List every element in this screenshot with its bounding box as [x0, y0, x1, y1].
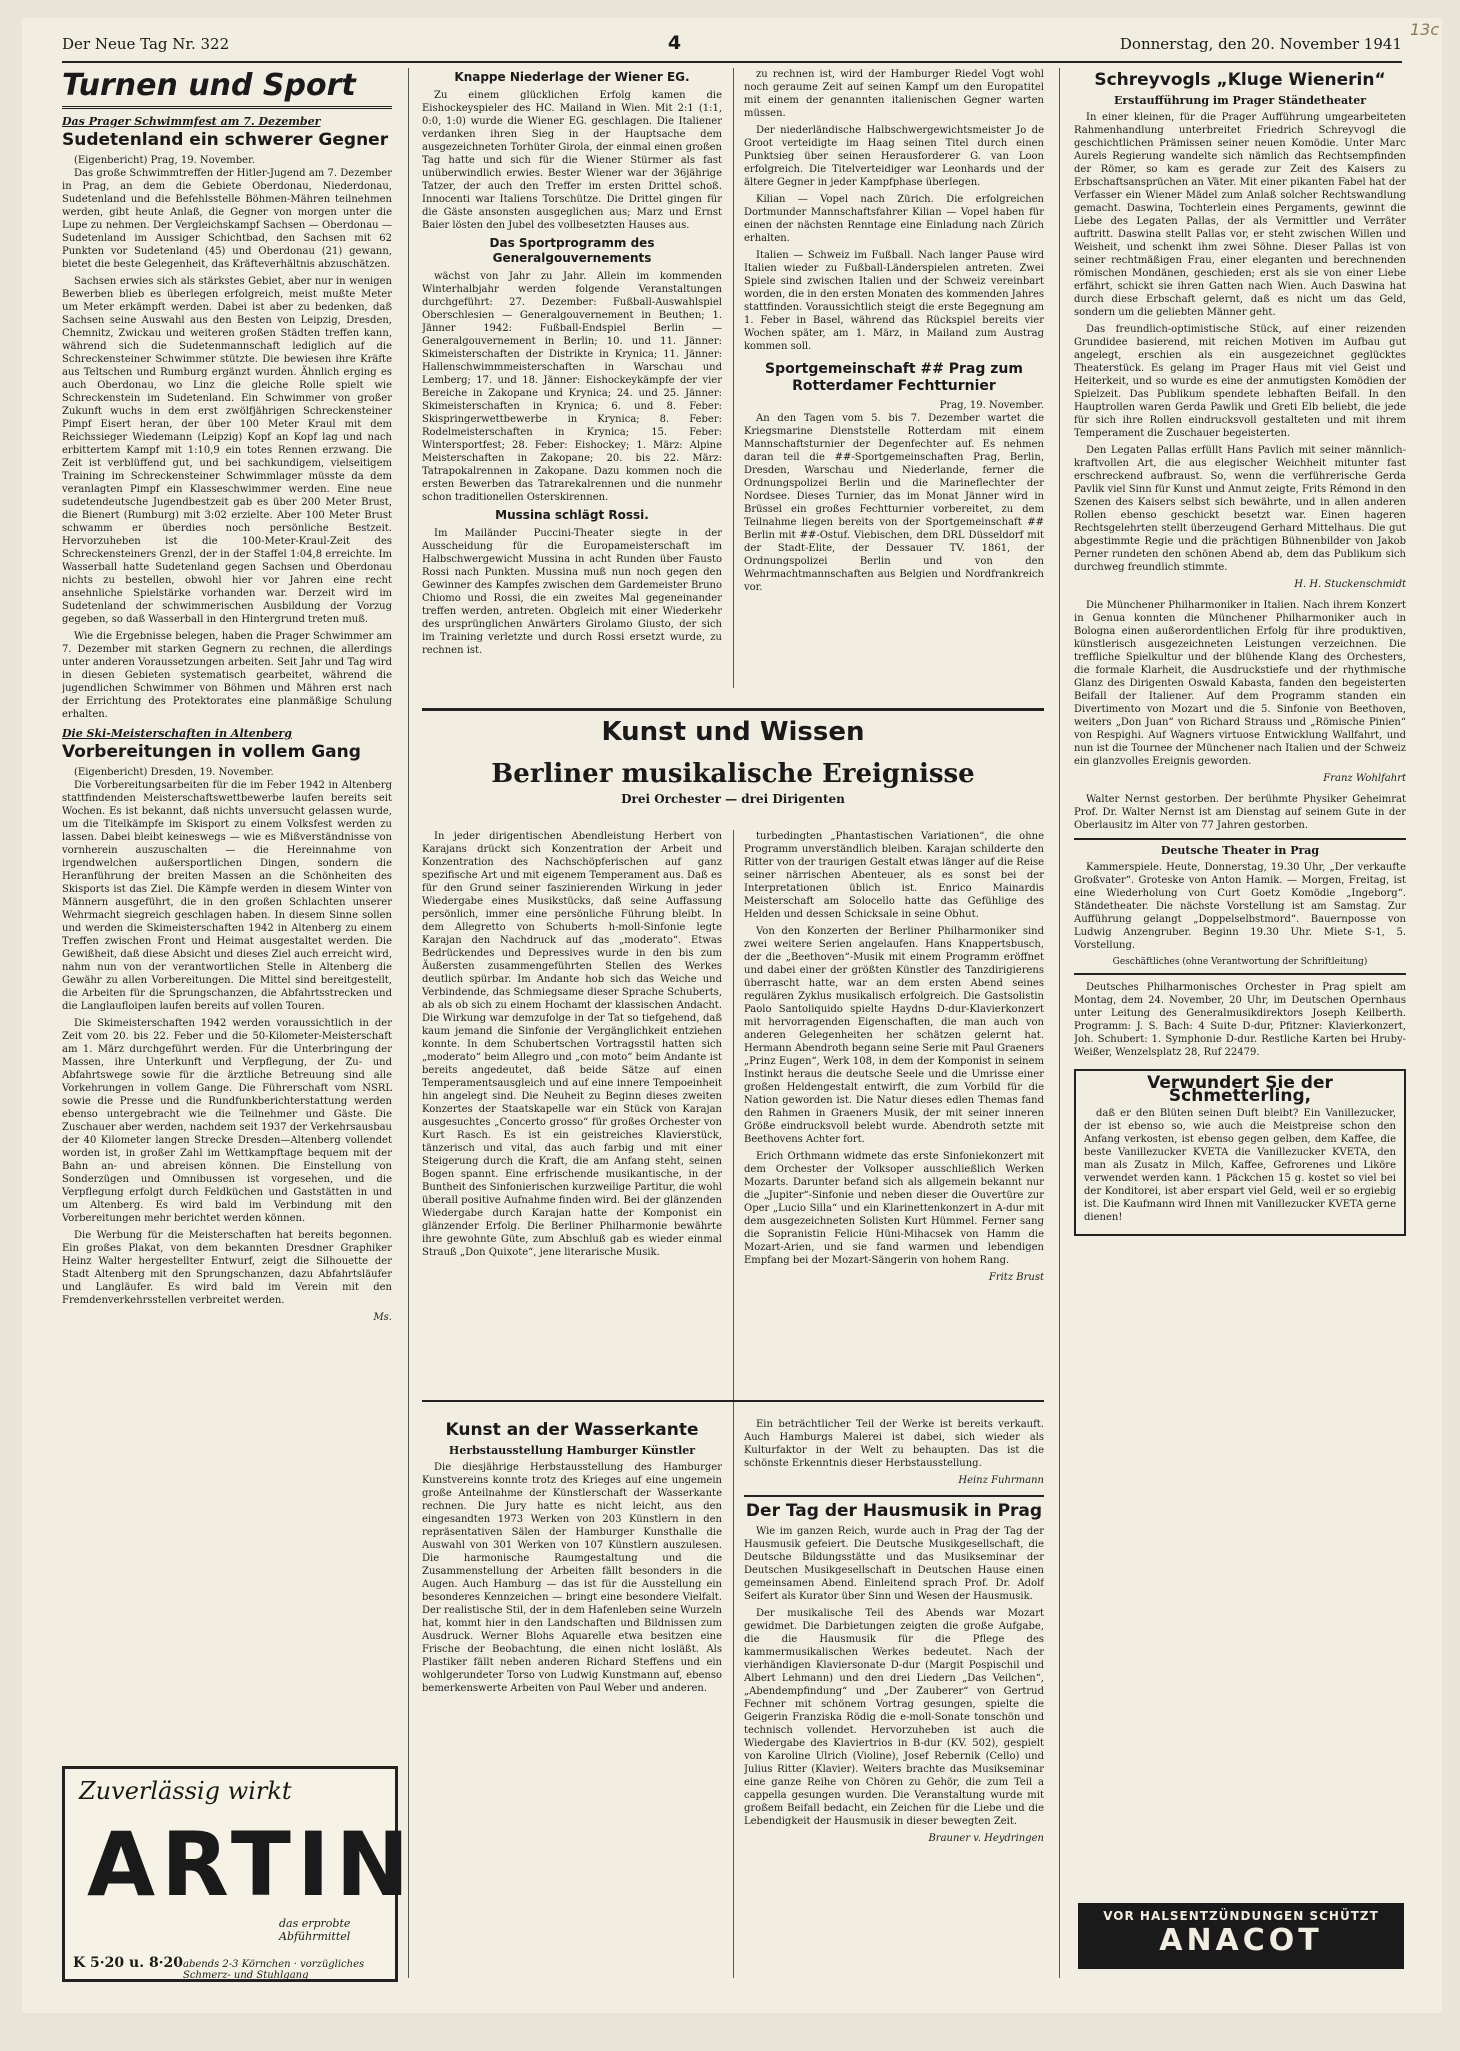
- hausmusik-column: [744, 1418, 1044, 1978]
- mussina-headline: Mussina schlägt Rossi.: [495, 508, 649, 522]
- article-paragraph: Italien — Schweiz im Fußball. Nach langer Pause wird Italien wieder zu Fußball-Länderspielen antreten. Zwei Spiele sind zwischen Italien und der Schweiz vereinbart worden, die in den ersten Monaten des kommenden Jahres stattfinden. Voraussichtlich steigt die erste Begegnung am 1. Feber in Basel, während das Rückspiel bereits vier Wochen später, am 1. März, in Mailand zum Austrag kommen soll.: [744, 250, 1044, 352]
- artin-brand: ARTIN: [87, 1813, 416, 1916]
- berlin-headline: Berliner musikalische Ereignisse: [491, 759, 975, 789]
- article-paragraph: Deutsches Philharmonisches Orchester in Prag spielt am Montag, dem 24. November, 20 Uhr, im Deutschen Opernhaus unter Leitung des Generalmusikdirektors Joseph Keilberth. Programm: J. S. Bach: 4 Suite D-dur, Pfitzner: Klavierkonzert, Joh. Schubert: 1. Symphonie D-dur. Restliche Karten bei Hruby-Weißer, Wenzelsplatz 28, Ruf 22479.: [1074, 982, 1406, 1058]
- hausmusik-signature: Brauner v. Heydringen: [928, 1833, 1044, 1844]
- theater-listing: [1074, 838, 1406, 975]
- wasserkante-signature: Heinz Fuhrmann: [958, 1475, 1044, 1486]
- artin-slogan: Zuverlässig wirkt: [79, 1777, 292, 1805]
- article-paragraph: Von den Konzerten der Berliner Philharmoniker sind zwei weitere Serien angelaufen. Hans Knappertsbusch, der die „Beethoven“-Musik mit einem Programm eröffnet und dabei einer der größten Künstler des Tanzdirigierens überrascht hatte, war an dem ersten Abend seines regulären Zyklus musikalisch erfolgreich. Die Gastsolistin Paolo Santoliquido spielte Haydns D-dur-Klavierkonzert mit hervorragenden Eigenschaften, die man auch von anderen Gelegenheiten her schätzen gelernt hat. Hermann Abendroth begann seine Serie mit Paul Graeners „Prinz Eugen“, Werk 108, in dem der Komponist in seinem Instinkt heraus die deutsche Seele und die Umrisse einer großen Heldengestalt entwirft, die zum Vorbild für die Nation geworden ist. Die Natur dieses edlen Themas fand den Rahmen in Graeners Musik, der mit seiner inneren Größe eindrucksvoll belebt wurde. Abendroth setzte mit Beethovens Achter fort.: [744, 926, 1044, 1145]
- artin-tagline: das erprobte Abführmittel: [279, 1917, 351, 1943]
- article-paragraph: Das große Schwimmtreffen der Hitler-Jugend am 7. Dezember in Prag, an dem die Gebiete Oberdonau, Niederdonau, Sudetenland und die Befehlsstelle Böhmen-Mähren teilnehmen werden, gibt heute Anlaß, die Gegner von morgen unter die Lupe zu nehmen. Der Vergleichskampf Sachsen — Oberdonau — Sudetenland im Aussiger Schichtbad, den Sachsen mit 62 Punkten vor Sudetenland (45) und Oberdonau (21) gewann, bietet die beste Gelegenheit, das Kräfteverhältnis abzuschätzen.: [62, 168, 392, 270]
- article-paragraph: In einer kleinen, für die Prager Aufführung umgearbeiteten Rahmenhandlung unterbreitet Friedrich Schreyvogl die geschichtlichen Prämissen seiner neuen Komödie. Unter Marc Aurels Regierung wandelte sich nämlich das Rechtsempfinden der Römer, so kam es gerade zur Zeit des Kaisers zu Erbschaftsansprüchen an Väter. Mit einer pikanten Fabel hat der Verfasser ein Wiener Mädel zum Anlaß solcher Rechtswandlung gemacht. Daswina, Tochterlein eines Pergaments, gewinnt die Liebe des Legaten Pallas, der als Vermittler und Verräter auftritt. Daswina stellt Pallas vor, er steht zwischen Willen und Weisheit, und schenkt ihm zwei Söhne. Dieser Pallas ist von seiner rechtmäßigen Frau, einer eleganten und berechnenden römischen Mondänen, geschieden; erst als sie von einer Liebe erfährt, schickt sie ihren Gatten nach Wien. Auch Daswina hat durch diese Erbschaft gelernt, daß es nicht um das Geld, sondern um die geliebten Männer geht.: [1074, 112, 1406, 318]
- artin-advertisement: [62, 1766, 416, 1982]
- newspaper-page: [22, 18, 1442, 2013]
- wiener-ec-headline: Knappe Niederlage der Wiener EG.: [454, 70, 690, 84]
- article-paragraph: wächst von Jahr zu Jahr. Allein im kommenden Winterhalbjahr werden folgende Veranstaltungen durchgeführt: 27. Dezember: Fußball-Auswahlspiel Oberschlesien — Generalgouvernement in Beuthen; 1. Jänner 1942: Fußball-Endspiel Berlin — Generalgouvernement in Berlin; 10. und 11. Jänner: Skimeisterschaften der Distrikte in Krynica; 11. Jänner: Hallenschwimmmeisterschaften in Warschau und Lemberg; 17. und 18. Jänner: Eishockeykämpfe der vier Bereiche in Zakopane und Krynica; 24. und 25. Jänner: Skimeisterschaften in Krynica; 6. und 8. Feber: Skispringerwettbewerbe in Krynica; 8. Feber: Rodelmeisterschaften in Krynica; 15. Feber: Wintersportfest; 28. Feber: Eishockey; 1. März: Alpine Meisterschaften in Zakopane; 20. bis 22. März: Tatrapokalrennen in Zakopane. Dazu kommen noch die ersten Bewerben das Tatrarekalrennen und die nunmehr schon traditionellen Osterskirennen.: [422, 271, 722, 503]
- article-paragraph: Die Vorbereitungsarbeiten für die im Feber 1942 in Altenberg stattfindenden Meisterschaftswettbewerbe laufen bereits seit Wochen. Es ist bekannt, daß nichts unversucht gelassen wurde, um die Titelkämpfe im Skisport zu einem Volksfest werden zu lassen. Dabei bleibt keineswegs — wie es Mißverständnisse von vornherein auszuschalten — die Hereinnahme von irgendwelchen außersportlichen Dingen, sondern die Heranführung der breiten Massen an die Schönheiten des Skisports ist das Ziel. Die Kämpfe werden in diesem Winter von Männern ausgeführt, die in den großen Schlachten unserer Wehrmacht siegreich geschlagen haben. In diesem Sinne sollen und werden die Skimeisterschaften 1942 in Altenberg zu einem Treffen zwischen Front und Heimat ausgestaltet werden. Die Gewißheit, daß diese Absicht und dieses Ziel auch erreicht wird, nahm nun von der verantwortlichen Stelle in Altenberg die Gewähr zu allen Vorbereitungen. Die Mittel sind bereitgestellt, die Arbeiten für die Sprungschanzen, die Abfahrtsstrecken und die Langlaufloipen laufen bereits auf vollen Touren.: [62, 780, 392, 1012]
- column-rule: [733, 830, 734, 1978]
- ski-signature: Ms.: [373, 1312, 392, 1323]
- ski-kicker: Die Ski-Meisterschaften in Altenberg: [62, 727, 292, 740]
- theater-column: [1074, 68, 1406, 1893]
- anacot-brand: ANACOT: [1159, 1923, 1323, 1958]
- column-rule: [408, 68, 409, 1978]
- sport-column-2: [422, 68, 722, 688]
- anacot-advertisement: [1078, 1903, 1404, 1969]
- ski-dateline: (Eigenbericht) Dresden, 19. November.: [74, 767, 274, 778]
- article-paragraph: Erich Orthmann widmete das erste Sinfoniekonzert mit dem Orchester der Volksoper ausschließlich Werken Mozarts. Darunter befand sich als allgemein bekannt nur die „Jupiter“-Sinfonie und neben dieser die Ouvertüre zur Oper „Lucio Silla“ und ein Klarinettenkonzert in A-dur mit dem ausgezeichneten Solisten Kurt Hümmel. Ferner sang die Sopranistin Felicie Hüni-Mihacsek von Hamm die Mozart-Arien, und sie fand warmen und lebendigen Empfang bei der Mozart-Sängerin von hohem Rang.: [744, 1151, 1044, 1266]
- article-paragraph: Die Münchener Philharmoniker in Italien. Nach ihrem Konzert in Genua konnten die Münchener Philharmoniker auch in Bologna einen außerordentlichen Erfolg für ihre produktiven, künstlerisch ausgezeichneten Leistungen verzeichnen. Die treffliche Spielkultur und der blühende Klang des Orchesters, die formale Klarheit, die Ausdruckstiefe und der rhythmische Glanz des Dirigenten Oswald Kabasta, fanden den begeisterten Beifall der Italiener. Auf dem Programm standen ein Divertimento von Mozart und die 5. Sinfonie von Beethoven, weiters „Don Juan“ von Richard Strauss und „Römische Pinien“ von Respighi. Auf Wagners virtuose Entwicklung Wallfahrt, und nun ist die Tournee der Münchener nach Italien und der Schweiz ein glanzvolles Ereignis geworden.: [1074, 600, 1406, 767]
- berlin-signature: Fritz Brust: [988, 1272, 1044, 1283]
- wasserkante-column: [422, 1418, 722, 1978]
- masthead-date: Donnerstag, den 20. November 1941: [1119, 35, 1402, 53]
- article-paragraph: Wie die Ergebnisse belegen, haben die Prager Schwimmer am 7. Dezember mit starken Gegnern zu rechnen, die allerdings unter anderen Voraussetzungen arbeiten. Seit Jahr und Tag wird in diesen Gebieten systematisch gearbeitet, während die jugendlichen Schwimmer von Böhmen und Mähren erst nach der Errichtung des Protektorates eine planmäßige Schulung erhalten.: [62, 631, 392, 720]
- kveta-advertisement: [1074, 1069, 1406, 1236]
- article-paragraph: zu rechnen ist, wird der Hamburger Riedel Vogt wohl noch geraume Zeit auf seinen Kampf um den Europatitel mit einem der genannten italienischen Gegner warten müssen.: [744, 69, 1044, 119]
- column-rule: [1059, 68, 1060, 1978]
- section-title-sport: Turnen und Sport: [62, 68, 392, 109]
- anacot-line1: VOR HALSENTZÜNDUNGEN SCHÜTZT: [1103, 1909, 1379, 1923]
- berlin-column-left: [422, 830, 722, 1388]
- theater-subhead: Erstaufführung im Prager Ständetheater: [1114, 94, 1366, 107]
- column-rule: [733, 68, 734, 688]
- artin-price: K 5·20 u. 8·20: [73, 1955, 184, 1971]
- article-paragraph: In jeder dirigentischen Abendleistung Herbert von Karajans drückt sich Konzentration der Arbeit und Konzentration des Nachschöpferischen auf ganz spezifische Art und mit eigenem Temperament aus. Daß es für den Grund seiner faszinierenden Wirkung in jeder Wiedergabe eines Musikstücks, daß seine Auffassung persönlich, immer eine persönliche Führung bleibt. In dem Allegretto von Schuberts h-moll-Sinfonie legte Karajan den Nachdruck auf das „moderato“. Etwas Bedrückendes und Depressives wurde in den bis zum Äußersten zusammengeführten Stellen des Werkes deutlich spürbar. Im Andante hob sich das Weiche und Verbindende, das Schmiegsame dieser Sprache Schuberts, ab als ob sich zu einem Hochamt der klassischen Andacht. Die Wirkung war demzufolge in der Tat so tiefgehend, daß kaum jemand die Sinfonie der Vergänglichkeit entziehen konnte. In dem Schubertschen Vortragsstil hatten sich „moderato“ beim Allegro und „con moto“ beim Andante ist bereits angedeutet, daß beide Sätze auf einen Temperamentsausgleich und auf eine innere Tempoeinheit hin angelegt sind. Die Neuheit zu Beginn dieses zweiten Konzertes der Staatskapelle war ein Stück von Karajan ausgesuchtes „Concerto grosso“ für großes Orchester von Kurt Rasch. Es ist ein geistreiches Klavierstück, tänzerisch und vital, das auch farbig und mit einer Steigerung durch die Kraft, die am Anfang steht, seinen Bogen spannt. Eine erfrischende musikantische, in der Buntheit des Sinfonierischen kurzweilige Partitur, die wohl überall positive Aufnahme finden wird. Bei der glänzenden Wiedergabe durch Karajan hatte der Komponist ein glänzender Erfolg. Die Berliner Philharmonie bewährte ihre gewohnte Güte, zum Abschluß gab es wieder einmal Strauß „Don Quixote“, jene literarische Musik.: [422, 831, 722, 1258]
- article-paragraph: Der musikalische Teil des Abends war Mozart gewidmet. Die Darbietungen zeigten die große Aufgabe, die die Hausmusik für die Pflege des kammermusikalischen Werkes bedeutet. Nach der vierhändigen Klaviersonate D-dur (Margit Pospischil und Albert Lehmann) und den drei Liedern „Das Veilchen“, „Abendempfindung“ und „Der Zauberer“ von Gertrud Fechner mit schönem Vortrag gesungen, spielte die Geigerin Franziska Rödig die e-moll-Sonate tonschön und technisch vollendet. Hervorzuheben ist auch die Wiedergabe des Klaviertrios in B-dur (KV. 502), gespielt von Karoline Ulrich (Violine), Josef Rebernik (Cello) und Julius Ritter (Klavier). Weiters brachte das Musikseminar eine ganze Reihe von Chören zu Gehör, die zum Teil a cappella gesungen wurden. Die Veranstaltung wurde mit großem Beifall bedacht, ein Zeichen für die Liebe und die Lebendigkeit der Hausmusik in dieser bewegten Zeit.: [744, 1608, 1044, 1827]
- article-paragraph: Der niederländische Halbschwergewichtsmeister Jo de Groot verteidigte im Haag seinen Titel durch einen Punktsieg über seinen Herausforderer G. van Loon erfolgreich. Die Titelverteidiger war Leonhards und der ältere Gegner in jeder Kampfphase überlegen.: [744, 125, 1044, 188]
- pencil-mark: 13c: [1410, 20, 1440, 39]
- article-paragraph: Den Legaten Pallas erfüllt Hans Pavlich mit seiner männlich-kraftvollen Art, die aus elegischer Weichheit mitunter fast erschreckend aufbraust. So, wenn die verführerische Gerda Pavlik viel Sinn für Kunst und Anmut zeigte, Frits Rémond in den Szenen des Kaisers selbst sich bewährte, und in allen anderen Rollen ebenso geschickt besetzt war. Einen hageren Rechtsgelehrten stellt überzeugend Gerhard Mittelhaus. Die gut abgestimmte Regie und die prächtigen Bühnenbilder von Jakob Perner rundeten den schönen Abend ab, dem das Publikum sich durchweg freundlich stimmte.: [1074, 445, 1406, 573]
- article-paragraph: An den Tagen vom 5. bis 7. Dezember wartet die Kriegsmarine Dienststelle Rotterdam mit einem Mannschaftsturnier der Degenfechter auf. Es nehmen daran teil die ##-Sportgemeinschaften Prag, Berlin, Dresden, Warschau und Niederlande, ferner die Ordnungspolizei Berlin und die Marineflechter der Nordsee. Dieses Turnier, das im Monat Jänner wird in Brüssel ein großes Fechtturnier vorbereitet, zu dem Teilnahme liegen bereits von der Sportgemeinschaft ## Berlin mit ##-Ostuf. Viebischen, dem DRL Düsseldorf mit der Stadt-Elite, der Dessauer TV. 1861, der Ordnungspolizei Berlin und von den Wehrmachtmannschaften aus Belgien und Nordfrankreich vor.: [744, 413, 1044, 593]
- swim-dateline: (Eigenbericht) Prag, 19. November.: [74, 155, 255, 166]
- article-paragraph: turbedingten „Phantastischen Variationen“, die ohne Programm unverständlich bleiben. Karajan schilderte den Ritter von der traurigen Gestalt etwas länger auf die Reise seiner närrischen Abenteuer, als es sonst bei der Interpretationen üblich ist. Enrico Mainardis Meisterschaft am Solocello hatte das Gefühlige des Helden und dessen Schicksale in seine Obhut.: [744, 831, 1044, 920]
- muenchner-signature: Franz Wohlfahrt: [1323, 773, 1406, 784]
- section-title-kunst: Kunst und Wissen: [601, 717, 865, 747]
- swim-headline: Sudetenland ein schwerer Gegner: [62, 130, 389, 150]
- dt-theater-footer: Geschäftliches (ohne Verantwortung der Schriftleitung): [1112, 957, 1368, 967]
- article-paragraph: Ein beträchtlicher Teil der Werke ist bereits verkauft. Auch Hamburgs Malerei ist dabei, sich wieder als Kulturfaktor in der Welt zu behaupten. Das ist die schönste Erkenntnis dieser Herbstausstellung.: [744, 1419, 1044, 1469]
- kveta-headline: Verwundert Sie der Schmetterling,: [1147, 1073, 1333, 1106]
- fencing-dateline: Prag, 19. November.: [939, 400, 1044, 411]
- article-paragraph: Walter Nernst gestorben. Der berühmte Physiker Geheimrat Prof. Dr. Walter Nernst ist am Dienstag auf seinem Gute in der Oberlausitz im Alter von 77 Jahren gestorben.: [1074, 794, 1406, 831]
- sport-column-3: [744, 68, 1044, 688]
- fencing-headline: Sportgemeinschaft ## Prag zum Rotterdamer Fechtturnier: [765, 361, 1023, 394]
- masthead-paper-issue: Der Neue Tag Nr. 322: [62, 35, 230, 53]
- berlin-subhead: Drei Orchester — drei Dirigenten: [621, 792, 845, 806]
- article-paragraph: Das freundlich-optimistische Stück, auf einer reizenden Grundidee basierend, mit reichen Motiven im Aufbau gut angelegt, erschien als ein ausgezeichnet geglücktes Theaterstück. Es gelang im Prager Haus mit viel Geist und Heiterkeit, und so wurde es eine der anmutigsten Komödien der Spielzeit. Das Publikum spendete lebhaften Beifall. In den Hauptrollen waren Gerda Pawlik und Greti Elb beliebt, die jede für sich ihre Rollen eindrucksvoll gestalteten und mit ihrem Temperament die Zuschauer begeisterten.: [1074, 324, 1406, 439]
- article-paragraph: Zu einem glücklichen Erfolg kamen die Eishockeyspieler des HC. Mailand in Wien. Mit 2:1 (1:1, 0:0, 1:0) wurde die Wiener EG. geschlagen. Die Italiener verdanken ihren Sieg in der Hauptsache dem ausgezeichneten Torhüter Girola, der einmal einen großen Tag hatte und sich für die Wiener Stürmer als fast unüberwindlich erwies. Bester Wiener war der 36jährige Tatzer, der auch den Treffer im ersten Drittel schoß. Innocenti war Italiens Torschütze. Die Drittel gingen für die Gäste ansonsten ausgeglichen aus; Marz und Ernst Baier lösten den Jubel des vollbesetzten Hauses aus.: [422, 90, 722, 231]
- page-number: 4: [667, 32, 682, 54]
- hausmusik-headline: Der Tag der Hausmusik in Prag: [745, 1501, 1043, 1521]
- section-divider: [422, 1400, 1044, 1402]
- article-paragraph: Wie im ganzen Reich, wurde auch in Prag der Tag der Hausmusik gefeiert. Die Deutsche Musikgesellschaft, die Deutsche Bildungsstätte und das Musikseminar der Deutschen Musikgesellschaft in Deutschen Hause einen gemeinsamen Abend. Einleitend sprach Prof. Dr. Adolf Seifert als Kurator über Sinn und Wesen der Hausmusik.: [744, 1526, 1044, 1602]
- article-paragraph: Im Mailänder Puccini-Theater siegte in der Ausscheidung für die Europameisterschaft im Halbschwergewicht Mussina in acht Runden über Fausto Rossi nach Punkten. Mussina muß nun noch gegen den Gewinner des Kampfes zwischen dem Gardemeister Bruno Chiomo und Rossi, die ein zweites Mal gegeneinander treffen werden, antreten. Obgleich mit einer Wiederkehr des ursprünglichen Anwärters Girolamo Giusto, der sich im Training verletzte und durch Rossi ersetzt wurde, zu rechnen ist.: [422, 528, 722, 656]
- artin-note: abends 2-3 Körnchen · vorzügliches Schmerz- und Stuhlgang: [183, 1959, 365, 1981]
- masthead: [62, 32, 1402, 63]
- theater-headline: Schreyvogls „Kluge Wienerin“: [1094, 70, 1386, 90]
- article-paragraph: Kammerspiele. Heute, Donnerstag, 19.30 Uhr, „Der verkaufte Großvater“. Groteske von Anton Hamik. — Morgen, Freitag, ist eine Wiederholung von Curt Goetz Komödie „Ingeborg“. Ständetheater. Die nächste Vorstellung ist am Samstag. Zur Aufführung gelangt „Doppelselbstmord“. Bauernposse von Ludwig Anzengruber. Beginn 19.30 Uhr. Miete S-1, 5. Vorstellung.: [1074, 862, 1406, 951]
- kveta-text: daß er den Blüten seinen Duft bleibt? Ein Vanillezucker, der ist ebenso so, wie auch die Meistpreise schon den Anfang verkosten, ist ebenso gegen gelben, dem Kaffee, die beste Vanillezucker KVETA die Vanillezucker KVETA, den man als Zusatz in Milch, Kaffee, Gefrorenes und Liköre verwendet werden kann. 1 Päckchen 15 g. kostet so viel bei der Konditorei, ist aber erspart viel Geld, weil er so ergiebig ist. Die Kaufmann wird Ihnen mit Vanillezucker KVETA gerne dienen!: [1084, 1108, 1396, 1223]
- article-paragraph: Kilian — Vopel nach Zürich. Die erfolgreichen Dortmunder Mannschaftsfahrer Kilian — Vopel haben für einen der nächsten Renntage eine Einladung nach Zürich erhalten.: [744, 194, 1044, 244]
- theater-signature: H. H. Stuckenschmidt: [1294, 579, 1406, 590]
- wasserkante-subhead: Herbstausstellung Hamburger Künstler: [448, 1444, 696, 1457]
- berlin-header: [422, 758, 1044, 806]
- sportprogramm-headline: Das Sportprogramm des Generalgouvernements: [489, 236, 655, 265]
- article-paragraph: Die Skimeisterschaften 1942 werden voraussichtlich in der Zeit vom 20. bis 22. Feber und die 50-Kilometer-Meisterschaft am 1. März durchgeführt werden. Für die Unterbringung der Massen, ihre Unterkunft und Verpflegung, der Zu- und Abfahrtswege sowie für die ärztliche Betreuung sind alle Vorkehrungen in vollem Gange. Die Führerschaft vom NSRL sowie die Presse und die Rundfunkberichterstattung werden ebenso untergebracht wie die Teilnehmer und Gäste. Die Zuschauer aber werden, nachdem seit 1937 der Verkehrsausbau der 40 Kilometer langen Strecke Dresden—Altenberg vollendet worden ist, in großer Zahl im Wettkampftage bequem mit der Bahn an- und abreisen können. Die Einstellung von Sonderzügen und Omnibussen ist vorgesehen, und die Verpflegung erfolgt durch Feldküchen und Gaststätten in und um Altenberg. Es wird bald im Verbindung mit den Vorbereitungen mehr berichtet werden können.: [62, 1018, 392, 1224]
- swim-kicker: Das Prager Schwimmfest am 7. Dezember: [62, 115, 321, 128]
- section-band-kunst: [422, 708, 1044, 751]
- article-paragraph: Die diesjährige Herbstausstellung des Hamburger Kunstvereins konnte trotz des Krieges auf eine ungemein große Anteilnahme der Künstlerschaft der Wasserkante rechnen. Die Jury hatte es nicht leicht, aus den eingesandten 1973 Werken von 203 Künstlern in den repräsentativen Sälen der Hamburger Kunsthalle die Auswahl von 301 Werken von 107 Künstlern auszulesen. Die harmonische Raumgestaltung und die Zusammenstellung der Arbeiten fällt besonders in die Augen. Auch Hamburg — das ist für die Ausstellung ein besonderes Kennzeichen — bringt eine besondere Vielfalt. Der realistische Stil, der in dem Hafenleben seine Wurzeln hat, kommt hier in den Landschaften und Bildnissen zum Ausdruck. Werner Blohs Aquarelle etwa besitzen eine Frische der Beobachtung, die einen nicht losläßt. Als Plastiker fällt neben anderen Richard Steffens und ein wohlgerundeter Torso von Ludwig Kunstmann auf, ebenso bemerkenswerte Arbeiten von Paul Weber und anderen.: [422, 1462, 722, 1694]
- dt-theater-headline: Deutsche Theater in Prag: [1160, 844, 1320, 857]
- berlin-column-right: [744, 830, 1044, 1388]
- article-paragraph: Sachsen erwies sich als stärkstes Gebiet, aber nur in wenigen Bewerben blieb es überlegen erfolgreich, meist mußte Meter um Meter erkämpft werden. Dabei ist aber zu bedenken, daß Sachsen seine Auswahl aus den Besten von Leipzig, Dresden, Chemnitz, Zwickau und weiteren großen Städten treffen kann, während sich die Sudetenmannschaft lediglich auf die Schreckensteiner Schwimmer stützte. Die bewiesen ihre Kräfte aus Teltschen und Rumburg ergänzt wurden. Ähnlich erging es auch Oberdonau, wo Linz die gleiche Rolle spielt wie Schreckenstein im Sudetenland. Ein Schwimmer von großer Zukunft wuchs in dem erst zwölfjährigen Schreckensteiner Pimpf Eisert heran, der über 100 Meter Kraul mit dem Reichssieger Wiedemann (Leipzig) Kopf an Kopf lag und nach erbittertem Kampf mit 1:10,9 ein totes Rennen erzwang. Die Zeit ist verblüffend gut, und bei sachkundigem, vielseitigem Training im Schreckensteiner Schwimmlager müsste da dem veranlagten Pimpf ein Klasseschwimmer werden. Eine neue sudetendeutsche Jugendbestzeit gab es über 200 Meter Brust, die Bienert (Rumburg) mit 3:02 erzielte. Aber 100 Meter Brust schwamm er überdies noch persönliche Bestzeit. Hervorzuheben ist die 100-Meter-Kraul-Zeit des Schreckensteiners Grenzl, der in der Staffel 1:04,8 erreichte. Im Wasserball hatte Sudetenland gegen Sachsen und Oberdonau nichts zu bestellen, obwohl hier vor Jahren eine recht ansehnliche Spielstärke vorhanden war. Derzeit wird im Sudetenland der schwimmerischen Ausbildung der Vorzug gegeben, so daß Wasserball in den Hintergrund treten muß.: [62, 276, 392, 625]
- wasserkante-headline: Kunst an der Wasserkante: [445, 1420, 699, 1440]
- sport-column: [62, 68, 392, 1978]
- ski-headline: Vorbereitungen in vollem Gang: [62, 742, 361, 762]
- article-paragraph: Die Werbung für die Meisterschaften hat bereits begonnen. Ein großes Plakat, von dem bekannten Dresdner Graphiker Heinz Walter hergestellter Entwurf, zeigt die Silhouette der Stadt Altenberg mit den Sprungschanzen, dazu Abfahrtsläufer und Langläufer. Es wird bald im Verein mit den Fremdenverkehrsstellen verbreitet werden.: [62, 1230, 392, 1306]
